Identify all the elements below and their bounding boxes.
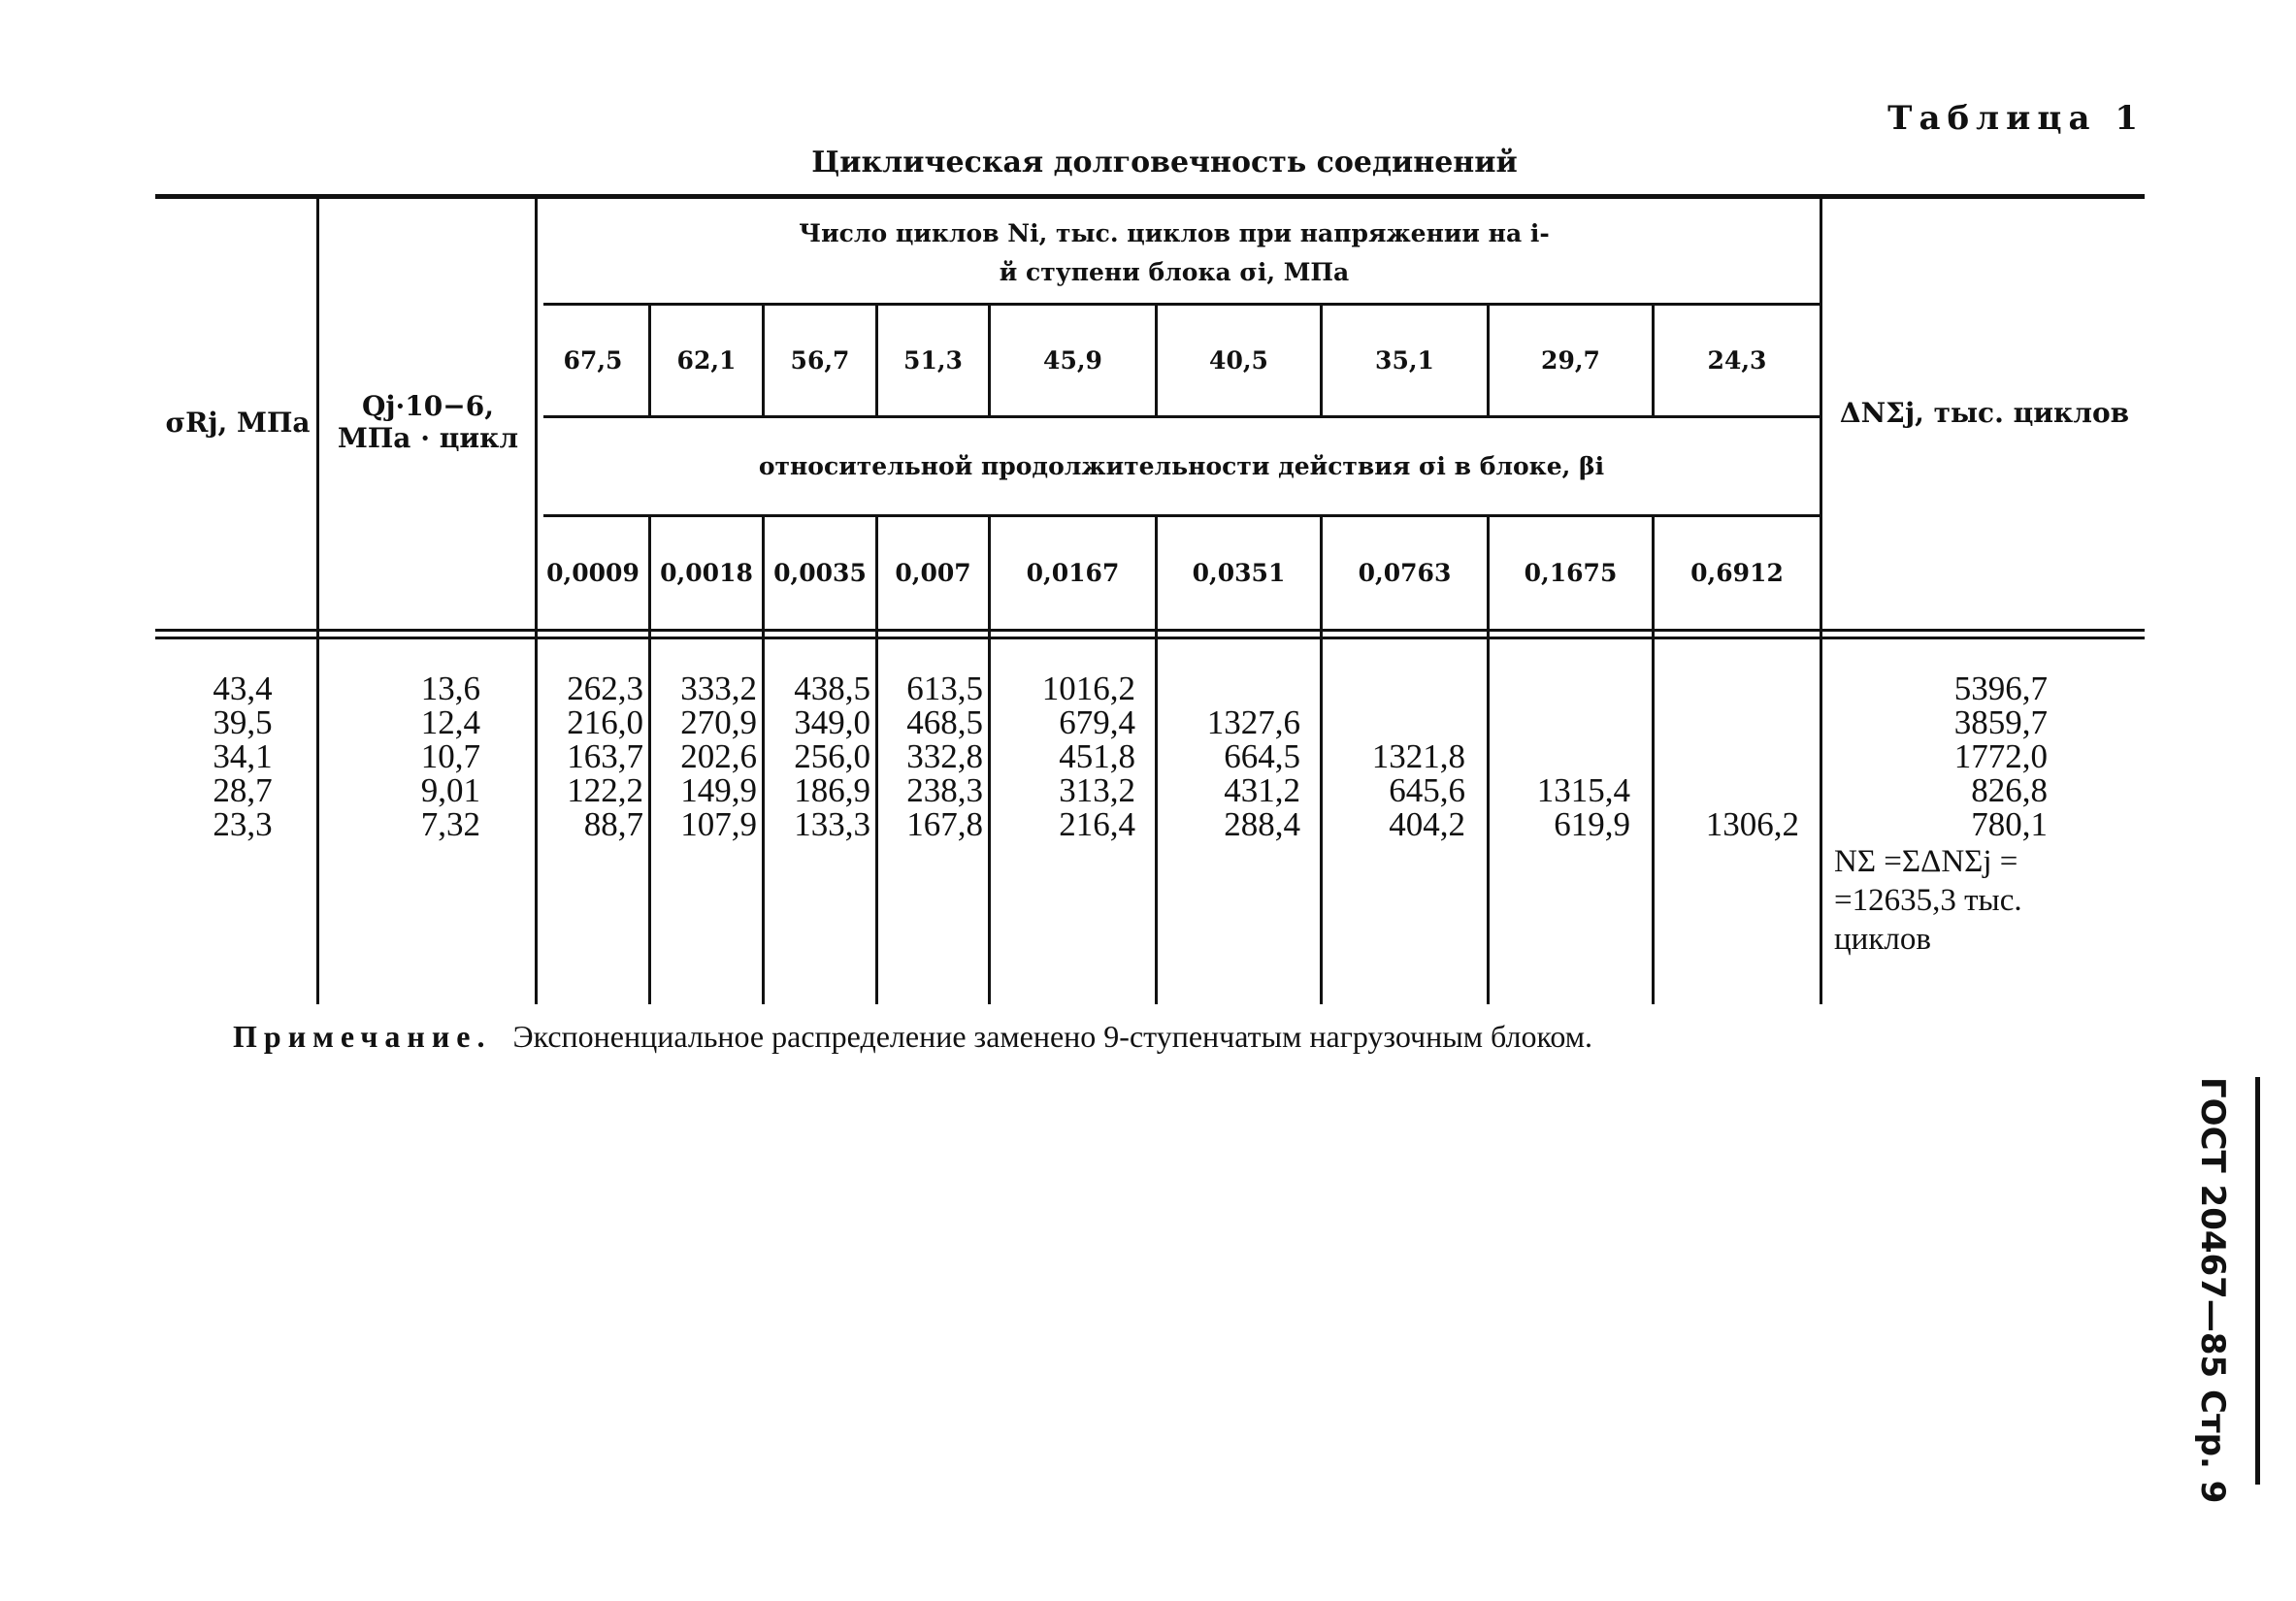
stress-column-2: 333,2 270,9 202,6 149,9 107,9 <box>680 670 757 843</box>
stress-level-cell: 67,5 <box>563 346 623 375</box>
col-sep-last <box>1820 199 1822 1004</box>
sigma-column: 43,4 39,5 34,1 28,7 23,3 <box>213 670 273 843</box>
stress-level-cell: 45,9 <box>1043 346 1102 375</box>
header-q: Qj·10−6, МПа · цикл <box>337 390 519 454</box>
table-top-rule <box>155 194 2145 199</box>
stress-column-8: 1315,4 619,9 <box>1536 771 1630 843</box>
header-sigma: σRj, МПа <box>165 406 311 439</box>
beta-cell: 0,0167 <box>1026 559 1120 587</box>
q-column: 13,6 12,4 10,7 9,01 7,32 <box>420 670 480 843</box>
stress-column-9: 1306,2 <box>1705 805 1799 843</box>
beta-cell: 0,0035 <box>773 559 867 587</box>
stress-level-cell: 62,1 <box>676 346 737 375</box>
stress-column-5: 1016,2 679,4 451,8 313,2 216,4 <box>1041 670 1135 843</box>
side-rule <box>2255 1077 2260 1485</box>
stress-column-7: 1321,8 645,6 404,2 <box>1371 737 1465 843</box>
delta-n-column: 5396,7 3859,7 1772,0 826,8 780,1 <box>1953 670 2048 843</box>
note-lead: Примечание. <box>233 1019 492 1054</box>
stress-column-3: 438,5 349,0 256,0 186,9 133,3 <box>794 670 870 843</box>
stress-level-cell: 24,3 <box>1707 346 1767 375</box>
stress-column-6: 1327,6 664,5 431,2 288,4 <box>1206 703 1300 843</box>
header-bottom-rule-1 <box>155 629 2145 632</box>
header-delta-n: ΔNΣj, тыс. циклов <box>1839 396 2130 429</box>
col-sep-1 <box>316 199 319 1004</box>
beta-cell: 0,0763 <box>1358 559 1452 587</box>
stress-column-1: 262,3 216,0 163,7 122,2 88,7 <box>567 670 643 843</box>
table-note <box>233 1019 1592 1055</box>
stress-level-cell: 40,5 <box>1209 346 1268 375</box>
stress-level-cell: 29,7 <box>1541 346 1600 375</box>
header-duration-group: относительной продолжительности действия σi в блоке, βi <box>758 452 1605 480</box>
beta-cell: 0,007 <box>895 559 971 587</box>
header-bottom-rule-2 <box>155 637 2145 639</box>
stress-level-cell: 51,3 <box>903 346 963 375</box>
beta-cell: 0,0009 <box>546 559 640 587</box>
table-label: Таблица 1 <box>1887 99 2145 138</box>
stress-level-cell: 35,1 <box>1375 346 1434 375</box>
beta-cell: 0,1675 <box>1524 559 1618 587</box>
beta-cell: 0,0018 <box>660 559 753 587</box>
stress-column-4: 613,5 468,5 332,8 238,3 167,8 <box>906 670 983 843</box>
beta-cell: 0,0351 <box>1192 559 1286 587</box>
side-code-text: ГОСТ 20467—85 Стр. 9 <box>2193 1077 2232 1504</box>
stress-level-cell: 56,7 <box>790 346 850 375</box>
header-cycles-group: Число циклов Ni, тыс. циклов при напряжении на i-й ступени блока σi, МПа <box>799 219 1550 286</box>
total-cycles-formula: NΣ =ΣΔNΣj = =12635,3 тыс. циклов <box>1834 844 2022 957</box>
table-title: Циклическая долговечность соединений <box>811 146 1518 180</box>
side-margin-code <box>2193 1077 2261 1504</box>
beta-cell: 0,6912 <box>1690 559 1784 587</box>
note-text: Экспоненциальное распределение заменено 9-ступенчатым нагрузочным блоком. <box>512 1019 1593 1054</box>
